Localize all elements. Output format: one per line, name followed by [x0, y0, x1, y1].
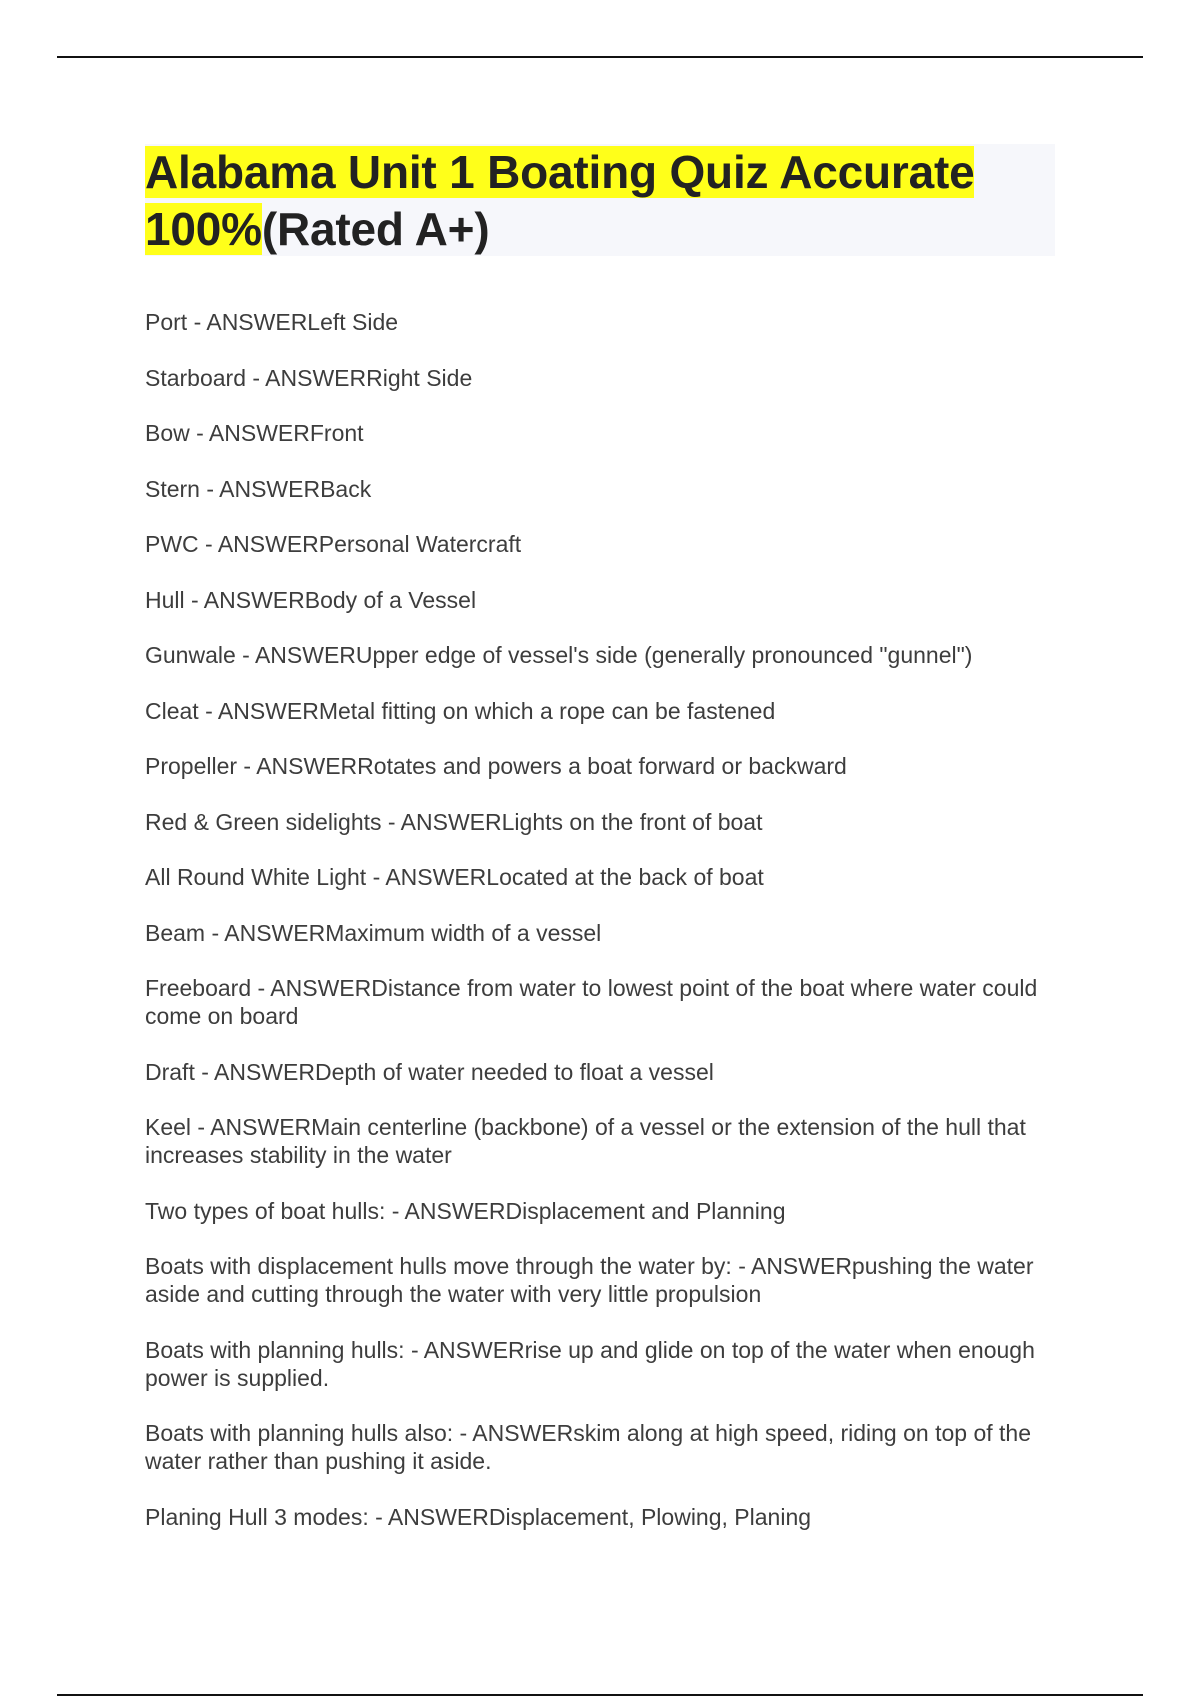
qa-item: PWC - ANSWERPersonal Watercraft: [145, 531, 522, 557]
qa-item: Starboard - ANSWERRight Side: [145, 364, 473, 391]
qa-item: Boats with planning hulls also: - ANSWERskim along at high speed, riding on top of the water rather than pushing it aside.: [145, 1420, 1031, 1474]
qa-item: Freeboard - ANSWERDistance from water to lowest point of the boat where water could come on board: [145, 975, 1038, 1029]
title-highlighted: Alabama Unit 1 Boating Quiz Accurate 100%: [145, 146, 975, 255]
qa-item: Bow - ANSWERFront: [145, 420, 364, 446]
qa-item: Beam - ANSWERMaximum width of a vessel: [145, 919, 602, 946]
qa-item: Two types of boat hulls: - ANSWERDisplacement and Planning: [145, 1197, 786, 1224]
qa-item: Hull - ANSWERBody of a Vessel: [145, 586, 477, 613]
bottom-rule: [57, 1694, 1143, 1696]
qa-item: All Round White Light - ANSWERLocated at the back of boat: [145, 864, 764, 890]
top-rule: [57, 56, 1143, 58]
qa-item: Cleat - ANSWERMetal fitting on which a rope can be fastened: [145, 697, 776, 724]
qa-list: [145, 308, 1050, 1558]
qa-item: Red & Green sidelights - ANSWERLights on the front of boat: [145, 808, 763, 835]
qa-item: Stern - ANSWERBack: [145, 475, 372, 502]
qa-item: Gunwale - ANSWERUpper edge of vessel's side (generally pronounced "gunnel"): [145, 642, 973, 668]
qa-item: Port - ANSWERLeft Side: [145, 309, 399, 335]
qa-item: Propeller - ANSWERRotates and powers a boat forward or backward: [145, 753, 847, 779]
page-title: [145, 144, 1055, 258]
qa-item: Draft - ANSWERDepth of water needed to float a vessel: [145, 1058, 714, 1085]
qa-item: Boats with planning hulls: - ANSWERrise up and glide on top of the water when enough power is supplied.: [145, 1336, 1035, 1391]
qa-item: Boats with displacement hulls move through the water by: - ANSWERpushing the water aside and cutting through the water with very little propulsion: [145, 1253, 1034, 1307]
title-block: [145, 144, 1055, 256]
qa-item: Keel - ANSWERMain centerline (backbone) of a vessel or the extension of the hull that increases stability in the water: [145, 1114, 1026, 1168]
qa-item: Planing Hull 3 modes: - ANSWERDisplacement, Plowing, Planing: [145, 1503, 812, 1530]
title-rest: (Rated A+): [261, 203, 490, 255]
